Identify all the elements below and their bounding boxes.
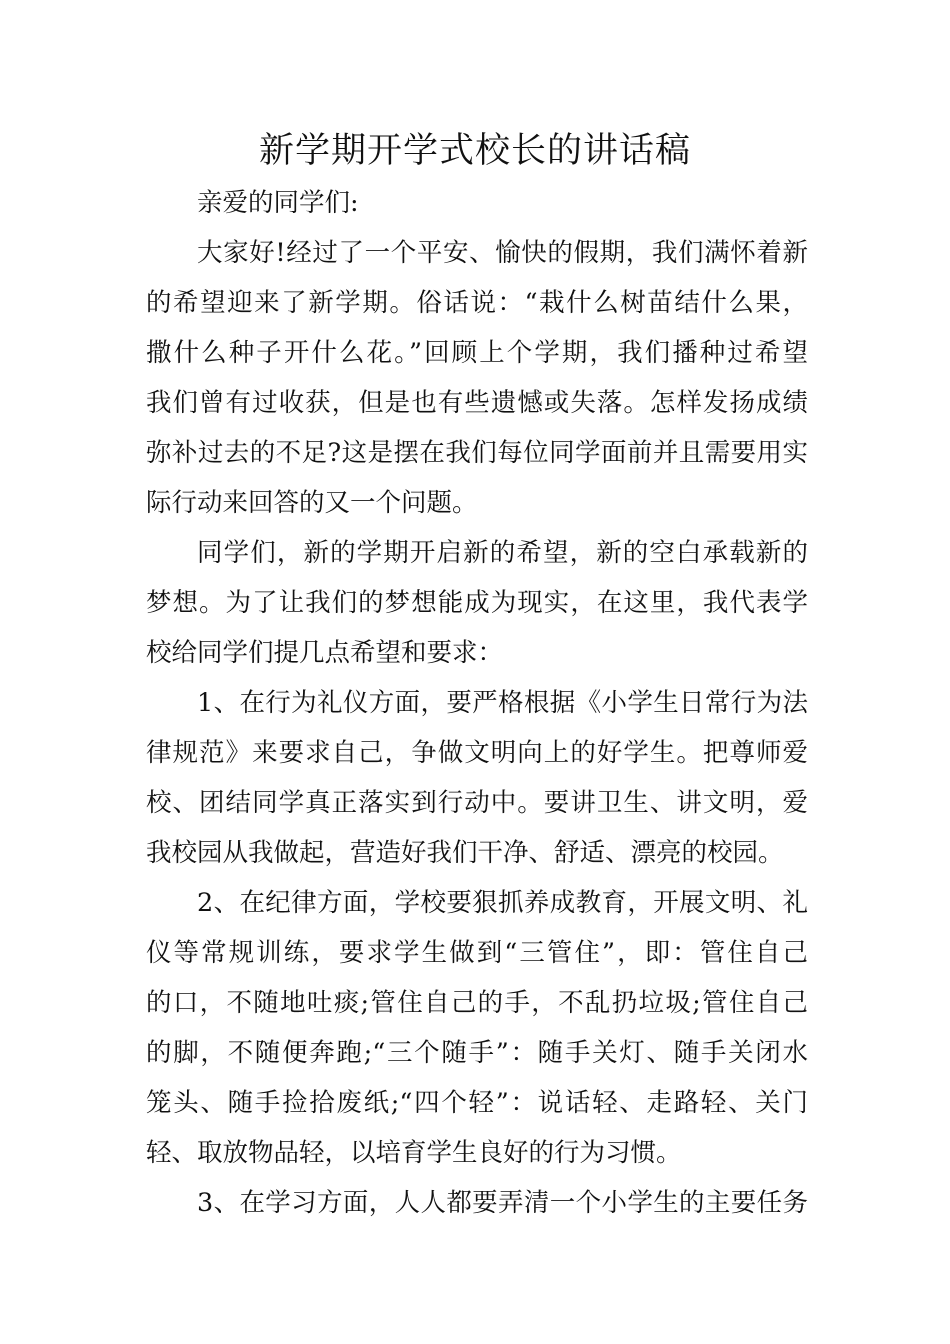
paragraph-line: 撒什么种子开什么花。”回顾上个学期，我们播种过希望: [146, 338, 808, 368]
paragraph-line: 我校园从我做起，营造好我们干净、舒适、漂亮的校园。: [146, 838, 784, 868]
paragraph-line: 1、在行为礼仪方面，要严格根据《小学生日常行为法: [197, 688, 808, 718]
paragraph-line: 梦想。为了让我们的梦想能成为现实，在这里，我代表学: [146, 588, 808, 618]
paragraph-line: 校、团结同学真正落实到行动中。要讲卫生、讲文明，爱: [146, 788, 808, 818]
paragraph-line: 轻、取放物品轻，以培育学生良好的行为习惯。: [146, 1138, 682, 1168]
paragraph-line: 的口，不随地吐痰;管住自己的手，不乱扔垃圾;管住自己: [146, 988, 808, 1018]
paragraph-line: 的希望迎来了新学期。俗话说：“栽什么树苗结什么果，: [146, 288, 808, 318]
document-body: [146, 178, 808, 1228]
paragraph-line: 同学们，新的学期开启新的希望，新的空白承载新的: [197, 538, 808, 568]
paragraph-line: 仪等常规训练，要求学生做到“三管住”，即：管住自己: [146, 938, 808, 968]
paragraph-line: 3、在学习方面，人人都要弄清一个小学生的主要任务: [197, 1188, 808, 1218]
paragraph-line: 的脚，不随便奔跑;“三个随手”：随手关灯、随手关闭水: [146, 1038, 808, 1068]
salutation-line: 亲爱的同学们:: [197, 188, 359, 218]
paragraph-line: 我们曾有过收获，但是也有些遗憾或失落。怎样发扬成绩: [146, 388, 808, 418]
document-title: 新学期开学式校长的讲话稿: [258, 131, 691, 171]
paragraph-line: 大家好!经过了一个平安、愉快的假期，我们满怀着新: [197, 238, 808, 268]
paragraph-line: 2、在纪律方面，学校要狠抓养成教育，开展文明、礼: [197, 888, 808, 918]
paragraph-line: 校给同学们提几点希望和要求：: [146, 638, 504, 668]
paragraph-line: 笼头、随手捡拾废纸;“四个轻”：说话轻、走路轻、关门: [146, 1088, 808, 1118]
paragraph-line: 律规范》来要求自己，争做文明向上的好学生。把尊师爱: [146, 738, 808, 768]
paragraph-line: 弥补过去的不足?这是摆在我们每位同学面前并且需要用实: [146, 438, 808, 468]
paragraph-line: 际行动来回答的又一个问题。: [146, 488, 478, 518]
